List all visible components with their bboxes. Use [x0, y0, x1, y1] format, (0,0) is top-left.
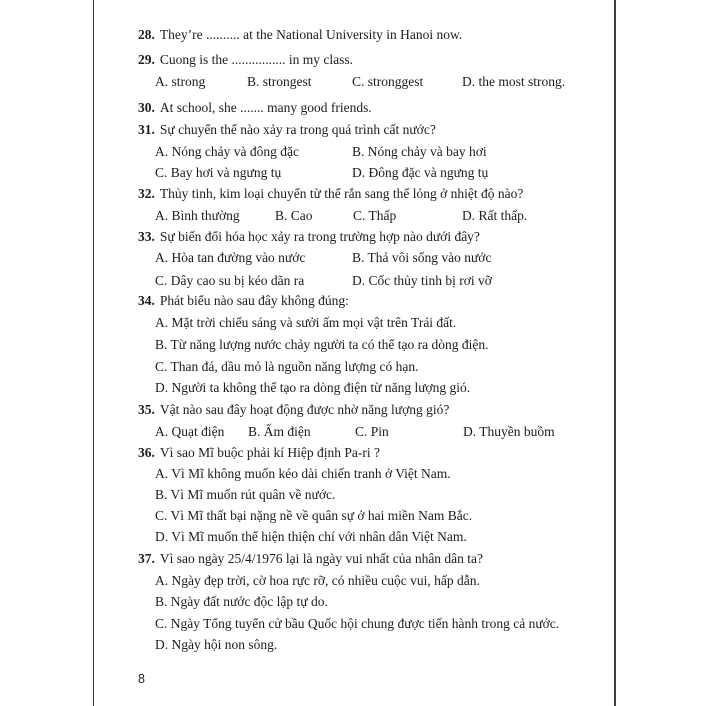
question-35-options — [93, 421, 614, 443]
question-37-option-b-line — [93, 591, 614, 613]
question-36-option-b-line — [93, 484, 614, 506]
question-28 — [138, 24, 462, 46]
question-text: Cuong is the ................ in my class. — [159, 52, 353, 67]
option-c: C. Dây cao su bị kéo dãn ra — [155, 273, 305, 288]
option-b: B. Vì Mĩ muốn rút quân về nước. — [155, 487, 336, 502]
question-34-option-c-line — [93, 356, 614, 378]
question-30 — [138, 97, 372, 119]
option-d: D. Người ta không thể tạo ra dòng điện từ năng lượng gió. — [155, 380, 471, 395]
question-34 — [138, 290, 349, 312]
question-text: Vật nào sau đây hoạt động được nhờ năng lượng gió? — [159, 402, 450, 417]
option-a: A. Quạt điện — [155, 424, 225, 439]
option-c: C. Bay hơi và ngưng tụ — [155, 165, 282, 180]
question-33-options-row-1 — [93, 247, 614, 269]
question-33-options-row-2 — [93, 270, 614, 292]
page-number: 8 — [138, 672, 145, 686]
question-text: Thủy tinh, kim loại chuyển từ thể rắn sang thể lỏng ở nhiệt độ nào? — [159, 186, 524, 201]
question-number: 29. — [138, 52, 155, 67]
option-a: A. Hòa tan đường vào nước — [155, 250, 306, 265]
option-b: B. Từ năng lượng nước chảy người ta có thể tạo ra dòng điện. — [155, 337, 489, 352]
question-36-option-d-line — [93, 526, 614, 548]
question-36-option-a-line — [93, 463, 614, 485]
question-31 — [138, 119, 436, 141]
option-d: D. the most strong. — [462, 74, 566, 89]
question-29-options — [93, 71, 614, 93]
question-text: Vì sao Mĩ buộc phải kí Hiệp định Pa-ri ? — [159, 445, 380, 460]
option-d: D. Vì Mĩ muốn thể hiện thiện chí với nhân dân Việt Nam. — [155, 529, 467, 544]
option-c: C. Ngày Tổng tuyển cử bầu Quốc hội chung được tiến hành trong cả nước. — [155, 616, 560, 631]
question-37-option-c-line — [93, 613, 614, 635]
option-b: B. Thả vôi sống vào nước — [352, 250, 492, 265]
question-36 — [138, 442, 380, 464]
question-32 — [138, 183, 523, 205]
question-37-option-a-line — [93, 570, 614, 592]
option-b: B. Ấm điện — [248, 424, 311, 439]
question-number: 32. — [138, 186, 155, 201]
question-text: Sự chuyển thể nào xảy ra trong quá trình cất nước? — [159, 122, 436, 137]
option-a: A. Nóng chảy và đông đặc — [155, 144, 299, 159]
option-c: C. Pin — [355, 424, 389, 439]
question-text: Vì sao ngày 25/4/1976 lại là ngày vui nhất của nhân dân ta? — [159, 551, 484, 566]
question-text: At school, she ....... many good friends. — [159, 100, 372, 115]
option-b: B. strongest — [247, 74, 312, 89]
question-number: 37. — [138, 551, 155, 566]
question-text: Phát biểu nào sau đây không đúng: — [159, 293, 349, 308]
page-border-line-right — [614, 0, 616, 706]
question-34-option-d-line — [93, 377, 614, 399]
question-31-options-row-1 — [93, 141, 614, 163]
option-a: A. Ngày đẹp trời, cờ hoa rực rỡ, có nhiều cuộc vui, hấp dẫn. — [155, 573, 480, 588]
option-d: D. Đông đặc và ngưng tụ — [352, 165, 489, 180]
question-number: 28. — [138, 27, 155, 42]
page-content — [93, 0, 614, 706]
option-b: B. Cao — [275, 208, 313, 223]
option-c: C. Than đá, dầu mỏ là nguồn năng lượng có hạn. — [155, 359, 419, 374]
question-34-option-b-line — [93, 334, 614, 356]
option-c: C. Thấp — [353, 208, 397, 223]
option-d: D. Ngày hội non sông. — [155, 637, 278, 652]
option-d: D. Thuyền buồm — [463, 424, 555, 439]
question-32-options — [93, 205, 614, 227]
question-35 — [138, 399, 449, 421]
question-36-option-c-line — [93, 505, 614, 527]
question-31-options-row-2 — [93, 162, 614, 184]
option-b: B. Nóng chảy và bay hơi — [352, 144, 487, 159]
option-d: D. Cốc thủy tinh bị rơi vỡ — [352, 273, 492, 288]
question-37 — [138, 548, 483, 570]
option-a: A. Mặt trời chiếu sáng và sưởi ấm mọi vật trên Trái đất. — [155, 315, 457, 330]
option-c: C. Vì Mĩ thất bại nặng nề về quân sự ở hai miền Nam Bắc. — [155, 508, 473, 523]
question-37-option-d-line — [93, 634, 614, 656]
option-c: C. stronggest — [352, 74, 424, 89]
question-34-option-a-line — [93, 312, 614, 334]
question-number: 30. — [138, 100, 155, 115]
option-a: A. strong — [155, 74, 206, 89]
option-a: A. Vì Mĩ không muốn kéo dài chiến tranh ở Việt Nam. — [155, 466, 451, 481]
question-33 — [138, 226, 480, 248]
question-number: 35. — [138, 402, 155, 417]
question-text: They’re .......... at the National University in Hanoi now. — [159, 27, 463, 42]
option-a: A. Bình thường — [155, 208, 240, 223]
question-number: 36. — [138, 445, 155, 460]
question-text: Sự biến đổi hóa học xảy ra trong trường hợp nào dưới đây? — [159, 229, 480, 244]
question-29 — [138, 49, 353, 71]
option-d: D. Rất thấp. — [462, 208, 528, 223]
question-number: 33. — [138, 229, 155, 244]
option-b: B. Ngày đất nước độc lập tự do. — [155, 594, 328, 609]
question-number: 34. — [138, 293, 155, 308]
question-number: 31. — [138, 122, 155, 137]
